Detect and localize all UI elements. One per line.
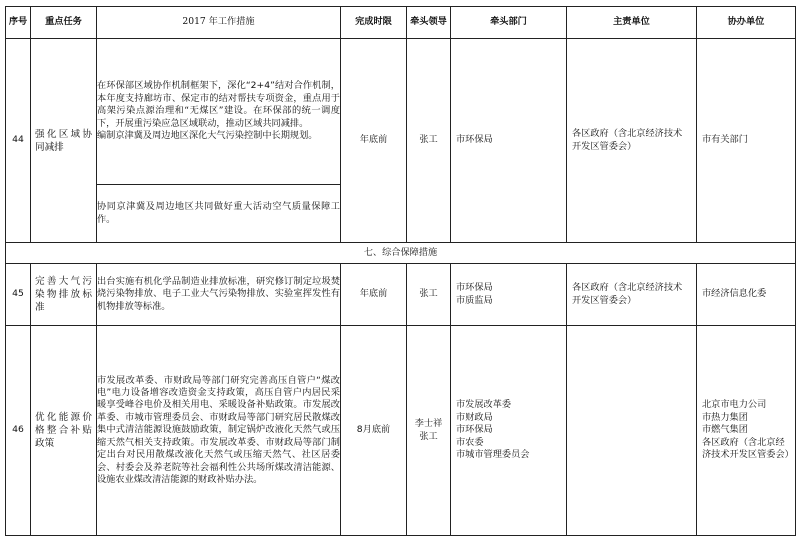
row-45-assisting-cell bbox=[697, 264, 796, 326]
row-46-assisting-3: 市燃气集团 bbox=[702, 424, 748, 436]
header-responsible: 主责单位 bbox=[567, 7, 697, 39]
row-46-leader-1: 李士祥 bbox=[414, 418, 443, 430]
row-46-task: 优化能源价格整合补贴政策 bbox=[35, 412, 92, 449]
row-45-measure: 出台实施有机化学品制造业排放标准，研究修订制定垃圾焚烧污染物排放、电子工业大气污染物排放、实验室挥发性有机物排放等标准。 bbox=[97, 275, 340, 312]
row-46-lead-dept-cell bbox=[451, 326, 567, 536]
row-46-lead-dept-4: 市农委 bbox=[456, 436, 484, 448]
row-45-responsible-cell bbox=[567, 264, 697, 326]
row-44-lead-dept: 市环保局 bbox=[456, 134, 493, 146]
row-45-lead-dept-cell bbox=[451, 264, 567, 326]
row-45-seq: 45 bbox=[6, 264, 31, 326]
header-measures: 2017 年工作措施 bbox=[97, 7, 341, 39]
header-seq: 序号 bbox=[6, 7, 31, 39]
row-45-assisting: 市经济信息化委 bbox=[702, 288, 767, 300]
header-assisting: 协办单位 bbox=[697, 7, 796, 39]
row-46-assisting-1: 北京市电力公司 bbox=[702, 399, 767, 411]
row-44-lead-dept-cell bbox=[451, 39, 567, 243]
row-45-task-cell bbox=[31, 264, 97, 326]
row-46-assisting-cell bbox=[697, 326, 796, 536]
row-44-measures-cell bbox=[97, 39, 341, 185]
row-46-lead-dept-5: 市城市管理委员会 bbox=[456, 449, 530, 461]
row-46-assisting-2: 市热力集团 bbox=[702, 411, 748, 423]
row-46-measures-cell bbox=[97, 326, 341, 536]
row-45-leader: 张工 bbox=[407, 264, 451, 326]
row-46-leader-cell bbox=[407, 326, 451, 536]
row-46-lead-dept-1: 市发展改革委 bbox=[456, 399, 512, 411]
row-45-lead-dept-2: 市质监局 bbox=[456, 294, 493, 306]
row-44-task-cell bbox=[31, 39, 97, 243]
row-46-assisting-4: 各区政府（含北京经济技术开发区管委会） bbox=[702, 436, 794, 461]
header-deadline: 完成时限 bbox=[341, 7, 407, 39]
row-45-responsible: 各区政府（含北京经济技术开发区管委会） bbox=[572, 282, 683, 306]
row-44-assisting: 市有关部门 bbox=[702, 134, 748, 146]
header-lead-dept: 牵头部门 bbox=[451, 7, 567, 39]
table-row-46 bbox=[6, 326, 796, 536]
work-plan-table bbox=[5, 6, 796, 536]
section-7-title: 七、综合保障措施 bbox=[6, 243, 796, 264]
row-45-deadline: 年底前 bbox=[341, 264, 407, 326]
row-46-task-cell bbox=[31, 326, 97, 536]
row-44-seq: 44 bbox=[6, 39, 31, 243]
row-46-lead-dept-2: 市财政局 bbox=[456, 411, 493, 423]
row-45-measures-cell bbox=[97, 264, 341, 326]
row-44-measures-cell-2 bbox=[97, 185, 341, 243]
row-44-task: 强化区域协同减排 bbox=[35, 128, 92, 153]
row-44-measure-2: 编制京津冀及周边地区深化大气污染控制中长期规划。 bbox=[97, 130, 318, 142]
row-46-measure: 市发展改革委、市财政局等部门研究完善高压自管户“煤改电”电力设备增容改造资金支持政策，高压自管户内居民采暖享受峰谷电价及相关用电、采暖设备补贴政策。市发展改革委、市城市管理委员会、市财政局等部门研究居民散煤改集中式清洁能源设施鼓励政策，制定锅炉改液化天然气或压缩天然气相关支持政策。市发展改革委、市财政局等部门制定出台对民用散煤改液化天然气或压缩天然气、社区居委会、村委会及养老院等社会福利性公共场所煤改清洁能源、设施农业煤改清洁能源的财政补贴办法。 bbox=[97, 374, 340, 485]
row-44-assisting-cell bbox=[697, 39, 796, 243]
table-header-row bbox=[6, 7, 796, 39]
row-44-leader: 张工 bbox=[407, 39, 451, 243]
row-45-lead-dept-1: 市环保局 bbox=[456, 282, 493, 294]
row-45-task: 完善大气污染物排放标准 bbox=[35, 276, 92, 313]
header-task: 重点任务 bbox=[31, 7, 97, 39]
table-row-45 bbox=[6, 264, 796, 326]
header-leader: 牵头领导 bbox=[407, 7, 451, 39]
row-46-deadline: 8月底前 bbox=[341, 326, 407, 536]
section-row bbox=[6, 243, 796, 264]
row-44-measure-3: 协同京津冀及周边地区共同做好重大活动空气质量保障工作。 bbox=[97, 201, 340, 225]
row-46-leader-2: 张工 bbox=[419, 430, 438, 442]
row-46-responsible-cell bbox=[567, 326, 697, 536]
row-44-measure-1: 在环保部区域协作机制框架下，深化“2+4”结对合作机制，本年度支持廊坊市、保定市的结对帮扶专项资金，重点用于高架污染点源治理和“无煤区”建设。在环保部的统一调度下，开展重污染应急区域联动，推动区域共同减排。 bbox=[97, 80, 340, 129]
table-row-44 bbox=[6, 39, 796, 185]
row-44-responsible: 各区政府（含北京经济技术开发区管委会） bbox=[572, 128, 683, 152]
row-46-lead-dept-3: 市环保局 bbox=[456, 424, 493, 436]
row-46-seq: 46 bbox=[6, 326, 31, 536]
row-44-deadline: 年底前 bbox=[341, 39, 407, 243]
row-44-responsible-cell bbox=[567, 39, 697, 243]
